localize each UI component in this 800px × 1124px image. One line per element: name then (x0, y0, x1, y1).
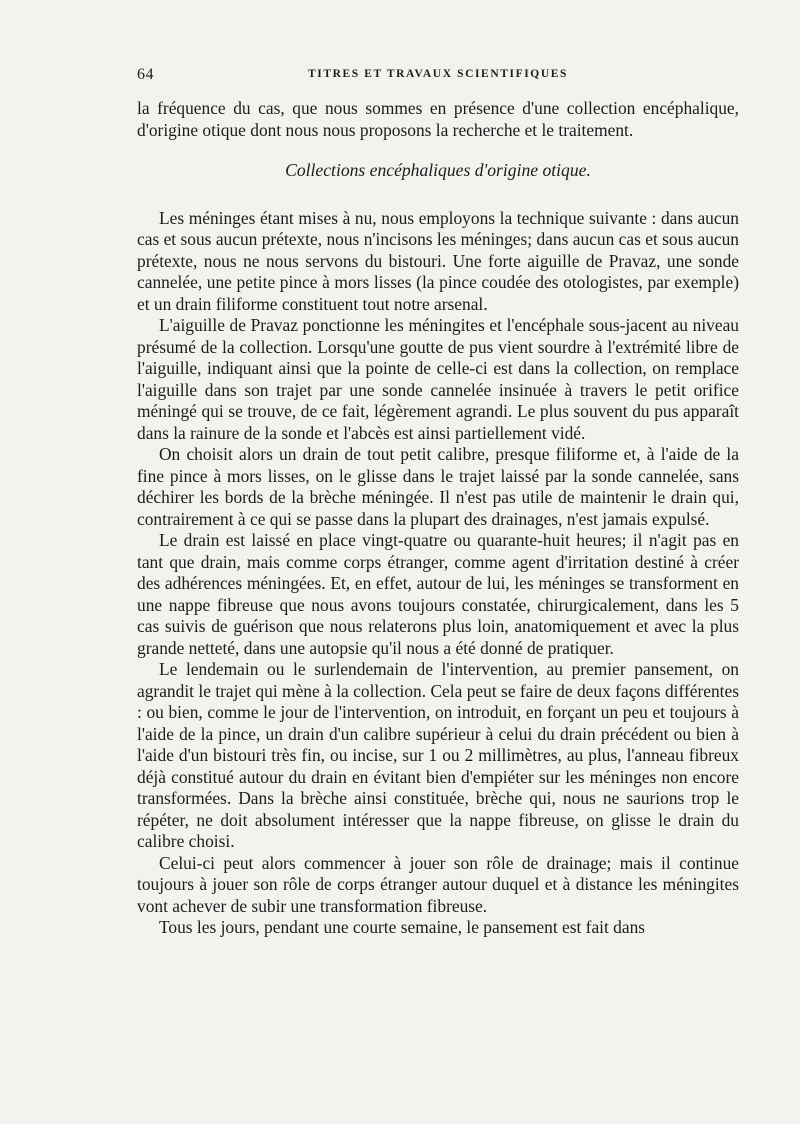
paragraph: Tous les jours, pendant une courte semaine, le pansement est fait dans (159, 917, 646, 937)
section-heading: Collections encéphaliques d'origine otique. (285, 160, 591, 180)
page-body (137, 98, 739, 939)
page-number: 64 (137, 66, 154, 83)
running-title: TITRES ET TRAVAUX SCIENTIFIQUES (308, 68, 568, 80)
paragraph: On choisit alors un drain de tout petit calibre, presque filiforme et, à l'aide de la fine pince à mors lisses, on le glisse dans le trajet laissé par la sonde cannelée, sans déchirer les bords de la brèche méningée. Il n'est pas utile de maintenir le drain qui, contrairement à ce qui se passe dans la plupart des drainages, n'est jamais expulsé. (137, 444, 739, 529)
paragraph: Le drain est laissé en place vingt-quatre ou quarante-huit heures; il n'agit pas en tant que drain, mais comme corps étranger, comme agent d'irritation destiné à créer des adhérences méningées. Et, en effet, autour de lui, les méninges se transforment en une nappe fibreuse que nous avons toujours constatée, chirurgicalement, dans les 5 cas suivis de guérison que nous relaterons plus loin, anatomiquement et avec la plus grande netteté, dans une autopsie qu'il nous a été donné de pratiquer. (137, 530, 739, 658)
paragraph: Celui-ci peut alors commencer à jouer son rôle de drainage; mais il continue toujours à jouer son rôle de corps étranger autour duquel et à distance les méningites vont achever de subir une transformation fibreuse. (137, 852, 739, 916)
paragraph: L'aiguille de Pravaz ponctionne les méningites et l'encéphale sous-jacent au niveau présumé de la collection. Lorsqu'une goutte de pus vient sourdre à l'extrémité libre de l'aiguille, indiquant ainsi que la pointe de celle-ci est dans la collection, on remplace l'aiguille dans son trajet par une sonde cannelée insinuée à travers le petit orifice méningé qui se trouve, de ce fait, légèrement agrandi. Le plus souvent du pus apparaît dans la rainure de la sonde et l'abcès est ainsi partiellement vidé. (137, 315, 739, 443)
paragraph: Le lendemain ou le surlendemain de l'intervention, au premier pansement, on agrandit le trajet qui mène à la collection. Cela peut se faire de deux façons différentes : ou bien, comme le jour de l'intervention, on introduit, en forçant un peu et toujours à l'aide de la pince, un drain d'un calibre supérieur à celui du drain précédent ou bien à l'aide d'un bistouri très fin, ou incise, sur 1 ou 2 millimètres, au plus, l'anneau fibreux déjà constitué autour du drain en évitant bien d'empiéter sur les méninges non encore transformées. Dans la brèche ainsi constituée, brèche qui, nous ne saurions trop le répéter, ne doit absolument intéresser que la nappe fibreuse, on glisse le drain du calibre choisi. (137, 659, 739, 851)
paragraph: Les méninges étant mises à nu, nous employons la technique suivante : dans aucun cas et sous aucun prétexte, nous n'incisons les méninges; dans aucun cas et sous aucun prétexte, nous ne nous servons du bistouri. Une forte aiguille de Pravaz, une sonde cannelée, une petite pince à mors lisses (la pince coudée des otologistes, par exemple) et un drain filiforme constituent tout notre arsenal. (137, 207, 739, 314)
page-header (137, 66, 739, 88)
opening-paragraph: la fréquence du cas, que nous sommes en présence d'une collection encéphalique, d'origine otique dont nous nous proposons la recherche et le traitement. (137, 98, 739, 140)
